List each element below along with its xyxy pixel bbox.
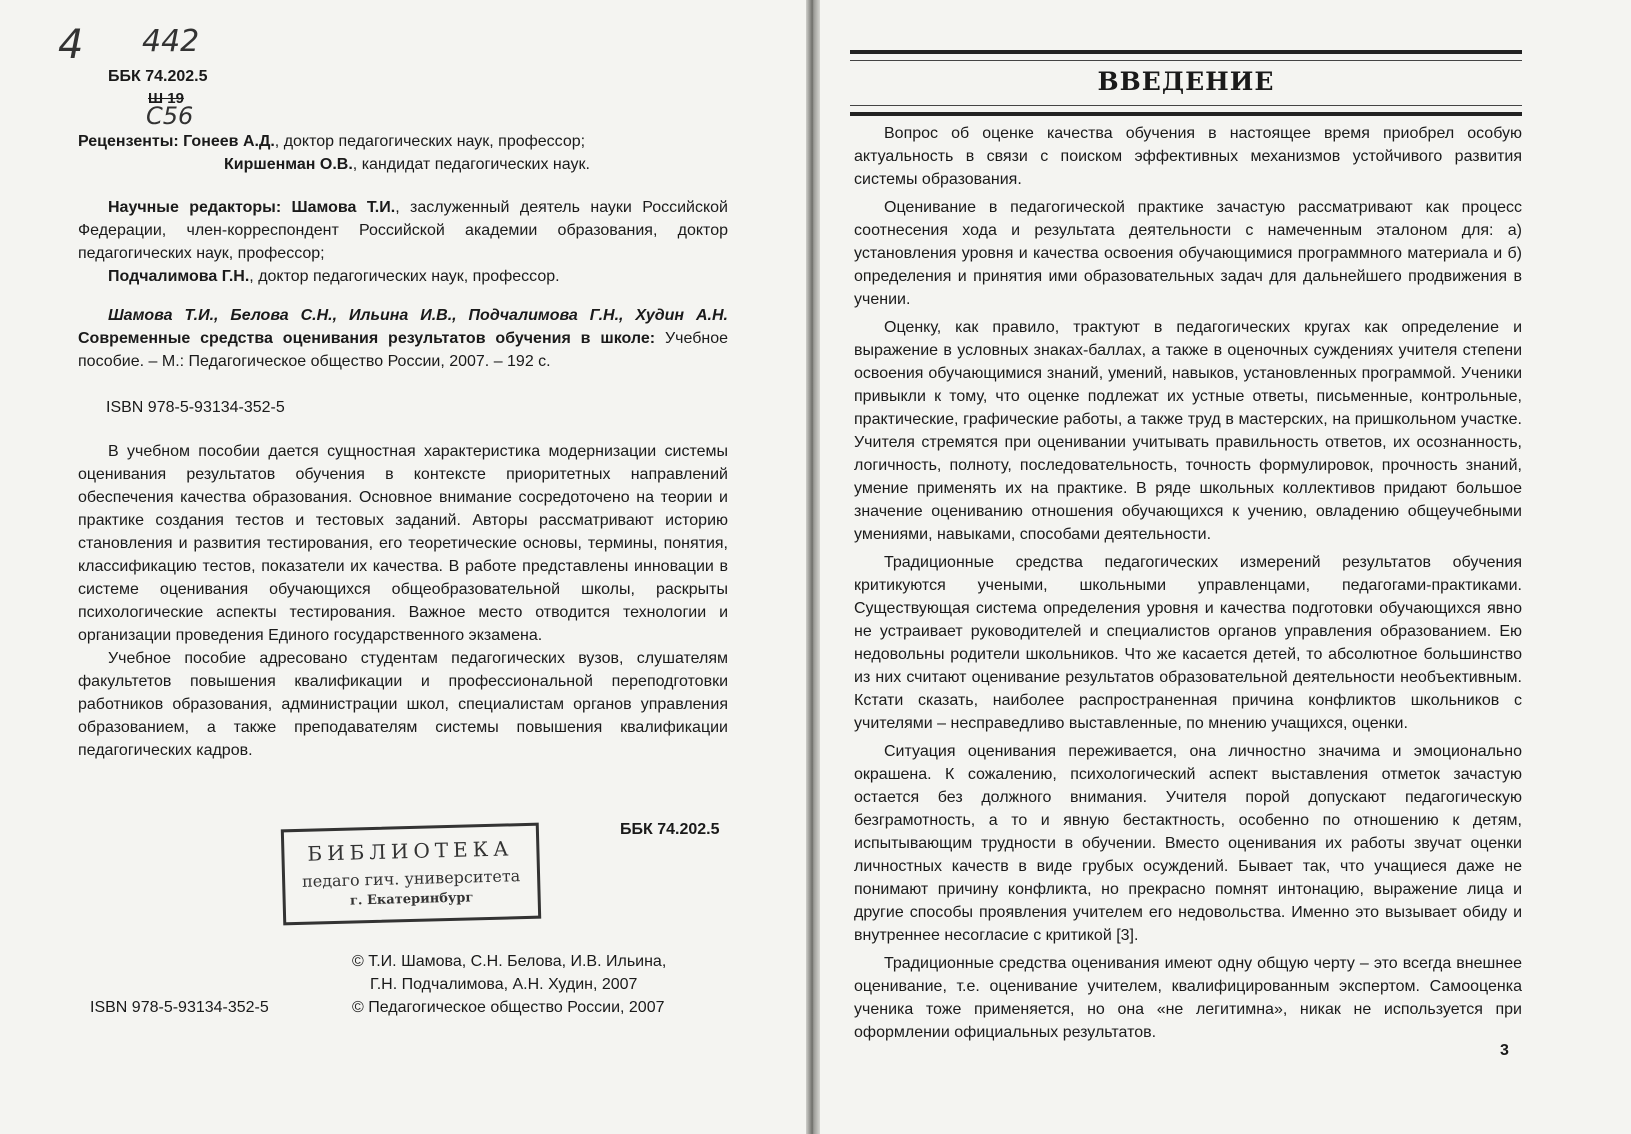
citation-authors: Шамова Т.И., Белова С.Н., Ильина И.В., Подчалимова Г.Н., Худин А.Н. bbox=[108, 307, 728, 324]
chapter-header bbox=[850, 50, 1522, 116]
stamp-line-library: БИБЛИОТЕКА bbox=[307, 836, 514, 866]
reviewer-first-name: Гонеев А.Д. bbox=[183, 133, 275, 150]
editor-second-name: Подчалимова Г.Н. bbox=[108, 268, 250, 285]
isbn-middle: ISBN 978-5-93134-352-5 bbox=[106, 399, 285, 416]
abstract-paragraph: Учебное пособие адресовано студентам педагогических вузов, слушателям факультетов повышения квалификации и профессиональной переподготовки работников образования, администрации школ, специалистам органов управления образованием, а также преподавателям системы повышения квалификации педагогических кадров. bbox=[78, 650, 728, 759]
citation-block bbox=[78, 304, 728, 373]
reviewers-label: Рецензенты: bbox=[78, 133, 179, 150]
intro-paragraph: Ситуация оценивания переживается, она личностно значима и эмоционально окрашена. К сожалению, психологический аспект выставления отметок зачастую остается без должного внимания. Учителя порой допускают педагогическую безграмотность, а то и явную бестактность, особенно по отношению к детям, испытывающим трудности в обучении. Вместо оценивания их работы звучат оценки личностных качеств в виде грубых осуждений. Бывает так, что учащиеся даже не понимают причину конфликта, но прекрасно помнят интонацию, выражение лица и другие способы проявления учителем его недовольства. Именно это вызывает обиду и внутреннее несогласие с критикой [3]. bbox=[854, 743, 1522, 944]
editor-second-desc: , доктор педагогических наук, профессор. bbox=[249, 268, 560, 285]
isbn-bottom: ISBN 978-5-93134-352-5 bbox=[90, 999, 269, 1016]
editor-first-desc: , заслуженный деятель науки Российской Федерации, член-корреспондент Российской академии образования, доктор педагогических наук, профессор; bbox=[78, 199, 728, 262]
copyright-block bbox=[352, 950, 732, 1019]
handwritten-number-442: 442 bbox=[142, 24, 200, 59]
editors-block bbox=[78, 196, 728, 288]
copyright-line: © Педагогическое общество России, 2007 bbox=[352, 999, 665, 1016]
bbk-code-top: ББК 74.202.5 bbox=[108, 68, 208, 85]
editors-label: Научные редакторы: bbox=[108, 199, 282, 216]
chapter-title: ВВЕДЕНИЕ bbox=[1097, 67, 1275, 96]
copyright-line: Г.Н. Подчалимова, А.Н. Худин, 2007 bbox=[370, 976, 638, 993]
abstract-block bbox=[78, 440, 728, 762]
library-stamp bbox=[281, 823, 541, 926]
reviewer-second-name: Киршенман О.В. bbox=[224, 156, 353, 173]
reviewer-second-desc: , кандидат педагогических наук. bbox=[352, 156, 590, 173]
header-rule-top bbox=[850, 60, 1522, 61]
reviewer-first-desc: , доктор педагогических наук, профессор; bbox=[274, 133, 586, 150]
intro-paragraph: Оценивание в педагогической практике зачастую рассматривают как процесс соотнесения хода и результата деятельности с намеченным эталоном для: а) установления уровня и качества освоения обучающимися программного материала и б) определения и принятия ими образовательных задач для дальнейшего продвижения в учении. bbox=[854, 199, 1522, 308]
intro-paragraph: Вопрос об оценке качества обучения в настоящее время приобрел особую актуальность в связи с поиском эффективных механизмов устойчивого развития системы образования. bbox=[854, 125, 1522, 188]
stamp-line-university: педаго гич. университета bbox=[301, 866, 521, 891]
page-number: 3 bbox=[1500, 1042, 1509, 1059]
introduction-text bbox=[854, 122, 1522, 1049]
shelf-code: Ш 19 bbox=[148, 90, 184, 107]
bbk-code-bottom: ББК 74.202.5 bbox=[620, 821, 720, 838]
book-spine bbox=[806, 0, 820, 1134]
handwritten-code: С56 bbox=[146, 102, 194, 130]
handwritten-number-four: 4 bbox=[58, 22, 84, 68]
citation-title: Современные средства оценивания результатов обучения в школе: bbox=[78, 330, 656, 347]
reviewers-block bbox=[78, 130, 728, 176]
intro-paragraph: Традиционные средства оценивания имеют одну общую черту – это всегда внешнее оценивание, т.е. оценивание учителем, квалифицированным экспертом. Самооценка ученика тоже применяется, но она «не легитимна», никак не используется при оформлении официальных результатов. bbox=[854, 955, 1522, 1041]
editor-first-name: Шамова Т.И. bbox=[291, 199, 396, 216]
citation-details: Учебное пособие. – М.: Педагогическое общество России, 2007. – 192 с. bbox=[78, 330, 728, 370]
stamp-line-city: г. Екатеринбург bbox=[349, 890, 474, 909]
copyright-line: © Т.И. Шамова, С.Н. Белова, И.В. Ильина, bbox=[352, 953, 667, 970]
intro-paragraph: Традиционные средства педагогических измерений результатов обучения критикуются учеными, школьными управленцами, педагогами-практиками. Существующая система определения уровня и качества подготовки обучающихся явно не устраивает руководителей и специалистов органов управления образованием. Ею недовольны родители школьников. Что же касается детей, то абсолютное большинство из них считают оценивание результатов образовательной деятельности необъективным. Кстати сказать, наиболее распространенная причина конфликтов школьников с учителями – несправедливо выставленные, по мнению учащихся, оценки. bbox=[854, 554, 1522, 732]
intro-paragraph: Оценку, как правило, трактуют в педагогических кругах как определение и выражение в условных знаках-баллах, а также в оценочных суждениях учителя степени освоения обучающимися знаний, умений, навыков, установленных программой. Ученики привыкли к тому, что оценке подлежат их устные ответы, письменные, контрольные, практические, графические работы, а также труд в мастерских, на пришкольном участке. Учителя стремятся при оценивании учитывать правильность ответов, их осознанность, логичность, полноту, последовательность, точность формулировок, прочность знаний, умение применять их на практике. В ряде школьных коллективов придают большое значение оцениванию отношения обучающихся к учению, овладению общеучебными умениями, навыками, способами деятельности. bbox=[854, 319, 1522, 543]
header-rule-bottom bbox=[850, 105, 1522, 106]
abstract-paragraph: В учебном пособии дается сущностная характеристика модернизации системы оценивания результатов обучения в контексте приоритетных направлений обеспечения качества образования. Основное внимание сосредоточено на теории и практике создания тестов и тестовых заданий. Авторы рассматривают историю становления и развития тестирования, его теоретические основы, термины, понятия, классификацию тестов, показатели их качества. В работе представлены инновации в системе оценивания обучающихся общеобразовательной школы, раскрыты психологические аспекты тестирования. Важное место отводится технологии и организации проведения Единого государственного экзамена. bbox=[78, 443, 728, 644]
